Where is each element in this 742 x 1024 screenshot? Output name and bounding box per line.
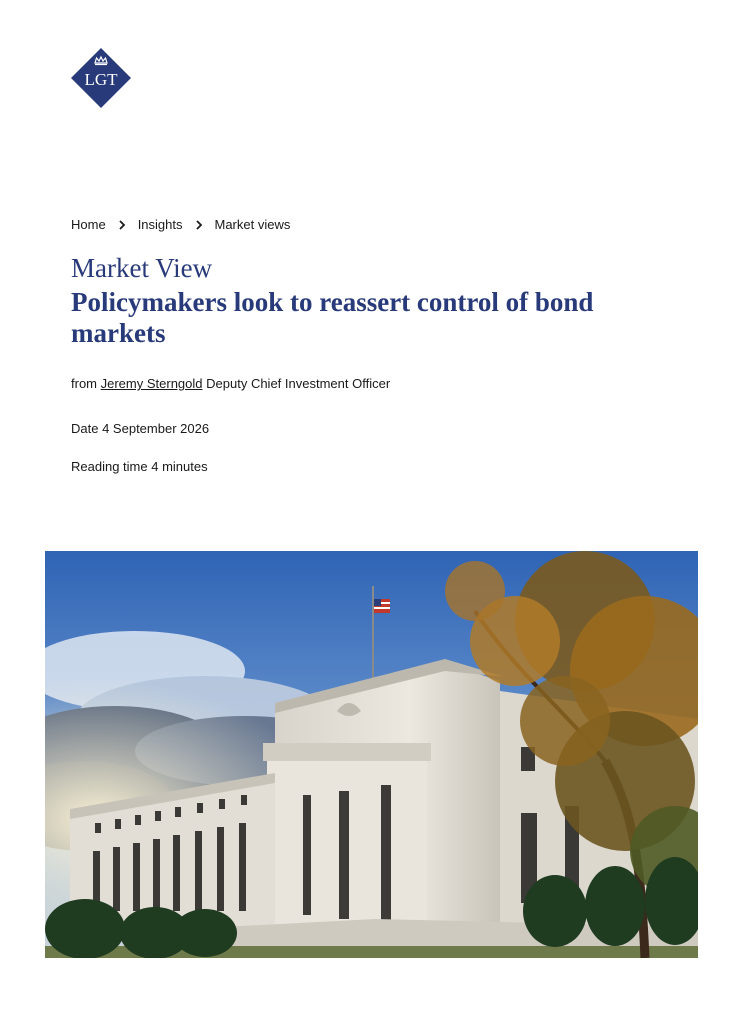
author-link[interactable]: Jeremy Sterngold [100, 376, 203, 391]
lgt-logo[interactable] [71, 48, 131, 108]
date-line [71, 421, 209, 436]
author-role: Deputy Chief Investment Officer [206, 376, 391, 391]
chevron-right-icon [118, 219, 128, 231]
reading-time-line [71, 459, 208, 474]
breadcrumb-insights[interactable]: Insights [137, 217, 183, 232]
reading-time-value: 4 minutes [151, 459, 208, 474]
chevron-right-icon [195, 219, 205, 231]
reading-time-label: Reading time [71, 459, 148, 474]
author-prefix: from [71, 376, 97, 391]
breadcrumb-home[interactable]: Home [71, 217, 106, 232]
hero-image [45, 551, 698, 958]
breadcrumb [71, 217, 290, 232]
author-line [71, 376, 390, 391]
logo-text: LGT [84, 70, 118, 89]
breadcrumb-market-views[interactable]: Market views [214, 217, 291, 232]
date-label: Date [71, 421, 99, 436]
article-title: Policymakers look to reassert control of bond markets [71, 287, 594, 348]
article-kicker: Market View [71, 253, 213, 283]
date-value: 4 September 2026 [102, 421, 210, 436]
